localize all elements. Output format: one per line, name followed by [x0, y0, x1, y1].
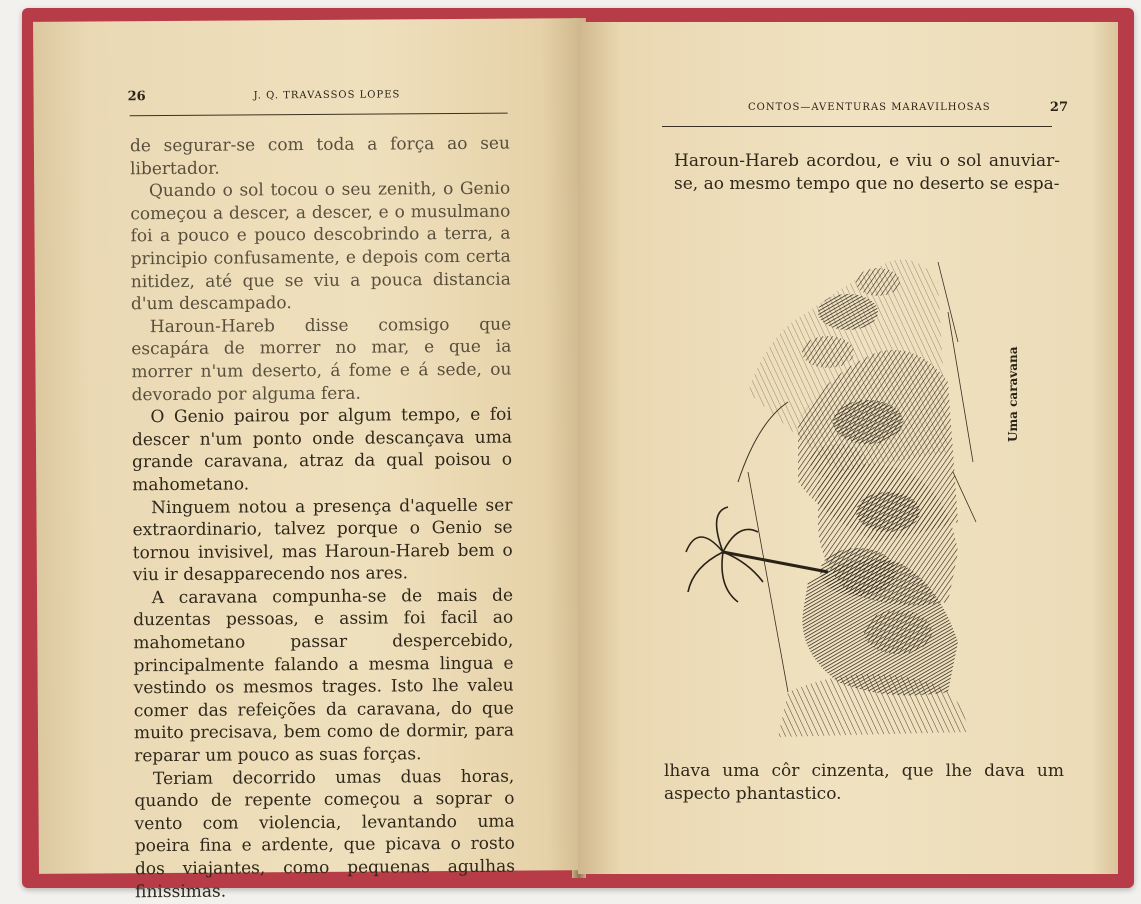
right-running-head: CONTOS—AVENTURAS MARAVILHOSAS: [748, 102, 991, 113]
right-page-bottom-text: [664, 760, 1064, 805]
paragraph: Ninguem notou a presença d'aquelle ser extraordinario, talvez porque o Genio se tornou invisivel, mas Haroun-Hareb bem o viu ir desapparecendo nos ares.: [132, 495, 513, 586]
paragraph: Haroun-Hareb acordou, e viu o sol anuviar-se, ao mesmo tempo que no deserto se espa-: [674, 151, 1060, 194]
left-page: [33, 18, 591, 902]
left-page-body: [130, 133, 515, 904]
paragraph: Quando o sol tocou o seu zenith, o Genio começou a descer, a descer, e o musulmano foi a pouco e pouco descobrindo a terra, a principio confusamente, e depois com certa nitidez, até que se viu a pouca distancia d'um descampado.: [130, 178, 511, 315]
paragraph: A caravana compunha-se de mais de duzentas pessoas, e assim foi facil ao mahometano passar despercebido, principalmente falando a mesma lingua e vestindo os mesmos trages. Isto lhe valeu comer das refeições da caravana, do que muito precisava, bem como de dormir, para reparar um pouco as suas forças.: [133, 585, 515, 767]
caravan-illustration: [678, 222, 978, 737]
figure-caption: Uma caravana: [1006, 346, 1020, 442]
left-page-header: [106, 86, 536, 111]
right-page: [578, 22, 1118, 874]
paragraph: lhava uma côr cinzenta, que lhe dava um aspecto phantastico.: [664, 761, 1064, 804]
left-running-head: J. Q. TRAVASSOS LOPES: [253, 89, 401, 102]
right-page-header: [638, 100, 1088, 122]
right-header-rule: [662, 126, 1052, 127]
right-page-top-text: [674, 150, 1060, 195]
paragraph: de segurar-se com toda a força ao seu libertador.: [129, 133, 510, 179]
open-book: [22, 8, 1134, 902]
left-header-rule: [130, 113, 508, 117]
paragraph: Haroun-Hareb disse comsigo que escapára de morrer no mar, e que ia morrer n'um deserto, á fome e á sede, ou devorado por alguma fera.: [131, 314, 512, 405]
paragraph: Teriam decorrido umas duas horas, quando de repente começou a soprar o vento com violencia, levantando uma poeira fina e ardente, que picava o rosto dos viajantes, como pequenas agulhas finissimas.: [134, 766, 516, 902]
paragraph: O Genio pairou por algum tempo, e foi descer n'um ponto onde descançava uma grande caravana, atraz da qual poisou o mahometano.: [131, 404, 513, 496]
right-page-number: 27: [1049, 100, 1068, 115]
left-page-number: 26: [127, 89, 146, 105]
